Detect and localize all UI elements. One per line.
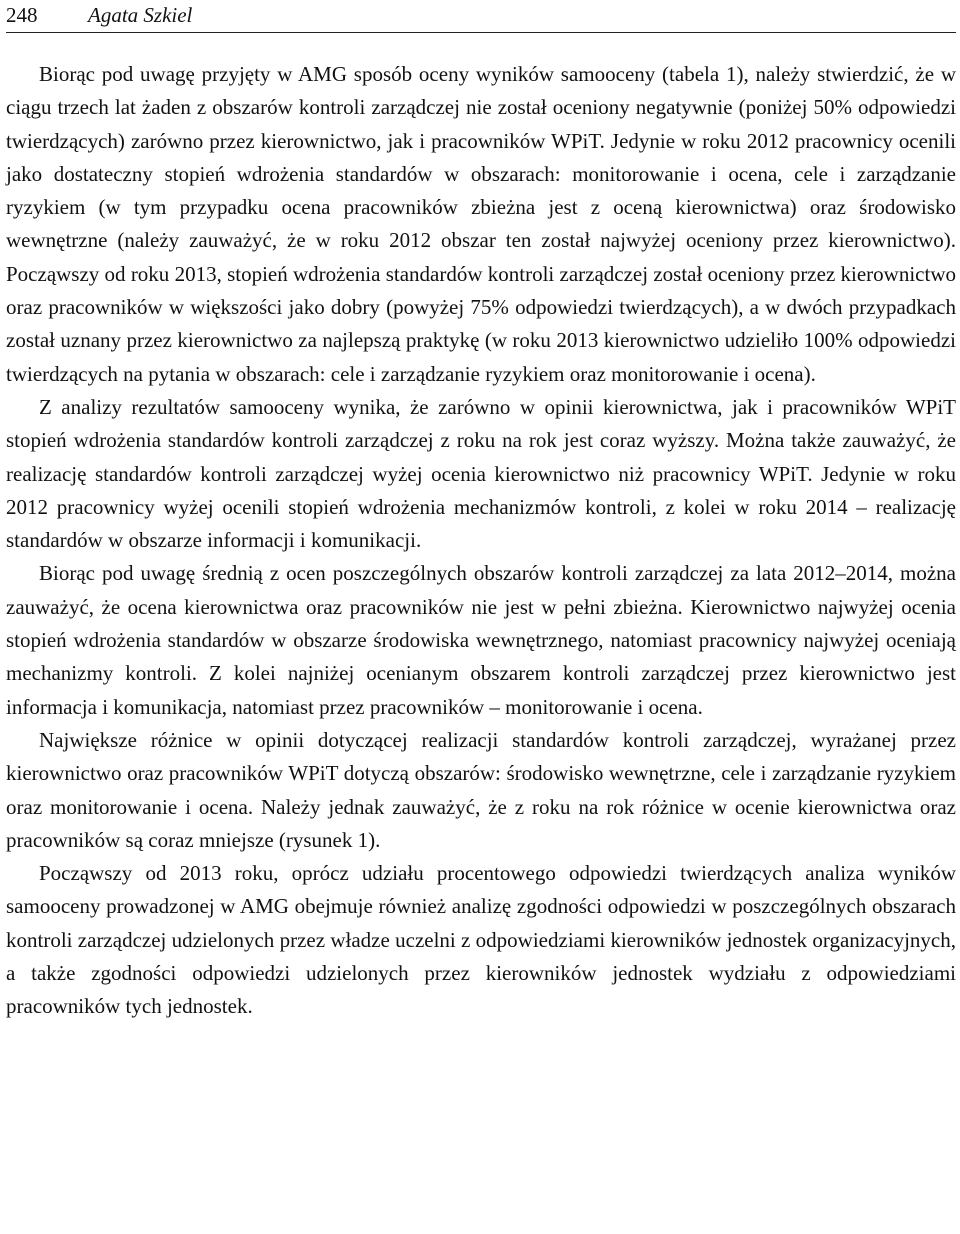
document-page — [6, 0, 956, 1234]
paragraph-1: Biorąc pod uwagę przyjęty w AMG sposób oceny wyników samooceny (tabela 1), należy stwierdzić, że w ciągu trzech lat żaden z obszarów kontroli zarządczej nie został oceniony negatywnie (poniżej 50% odpowiedzi twierdzących) zarówno przez kierownictwo, jak i pracowników WPiT. Jedynie w roku 2012 pracownicy ocenili jako dostateczny stopień wdrożenia standardów w obszarach: monitorowanie i ocena, cele i zarządzanie ryzykiem (w tym przypadku ocena pracowników zbieżna jest z oceną kierownictwa) oraz środowisko wewnętrzne (należy zauważyć, że w roku 2012 obszar ten został najwyżej oceniony przez kierownictwo). Począwszy od roku 2013, stopień wdrożenia standardów kontroli zarządczej został oceniony przez kierownictwo oraz pracowników w większości jako dobry (powyżej 75% odpowiedzi twierdzących), a w dwóch przypadkach został uznany przez kierownictwo za najlepszą praktykę (w roku 2013 kierownictwo udzieliło 100% odpowiedzi twierdzących na pytania w obszarach: cele i zarządzanie ryzykiem oraz monitorowanie i ocena). — [6, 62, 956, 386]
body-text — [6, 58, 956, 1024]
paragraph-5: Począwszy od 2013 roku, oprócz udziału procentowego odpowiedzi twierdzących analiza wyników samooceny prowadzonej w AMG obejmuje również analizę zgodności odpowiedzi w poszczególnych obszarach kontroli zarządczej udzielonych przez władze uczelni z odpowiedziami kierowników jednostek organizacyjnych, a także zgodności odpowiedzi udzielonych przez kierowników jednostek wydziału z odpowiedziami pracowników tych jednostek. — [6, 861, 956, 1019]
page-number: 248 — [6, 3, 38, 27]
paragraph-2: Z analizy rezultatów samooceny wynika, że zarówno w opinii kierownictwa, jak i pracowników WPiT stopień wdrożenia standardów kontroli zarządczej z roku na rok jest coraz wyższy. Można także zauważyć, że realizację standardów kontroli zarządczej wyżej ocenia kierownictwo niż pracownicy WPiT. Jedynie w roku 2012 pracownicy wyżej ocenili stopień wdrożenia mechanizmów kontroli, z kolei w roku 2014 – realizację standardów w obszarze informacji i komunikacji. — [6, 394, 956, 553]
paragraph-4: Największe różnice w opinii dotyczącej realizacji standardów kontroli zarządczej, wyrażanej przez kierownictwo oraz pracowników WPiT dotyczą obszarów: środowisko wewnętrzne, cele i zarządzanie ryzykiem oraz monitorowanie i ocena. Należy jednak zauważyć, że z roku na rok różnice w ocenie kierownictwa oraz pracowników są coraz mniejsze (rysunek 1). — [6, 727, 956, 852]
paragraph-3: Biorąc pod uwagę średnią z ocen poszczególnych obszarów kontroli zarządczej za lata 2012–2014, można zauważyć, że ocena kierownictwa oraz pracowników nie jest w pełni zbieżna. Kierownictwo najwyżej ocenia stopień wdrożenia standardów w obszarze środowiska wewnętrznego, natomiast pracownicy najwyżej oceniają mechanizmy kontroli. Z kolei najniżej ocenianym obszarem kontroli zarządczej przez kierownictwo jest informacja i komunikacja, natomiast przez pracowników – monitorowanie i ocena. — [6, 561, 956, 719]
author-name: Agata Szkiel — [88, 3, 193, 27]
running-header — [6, 0, 956, 33]
